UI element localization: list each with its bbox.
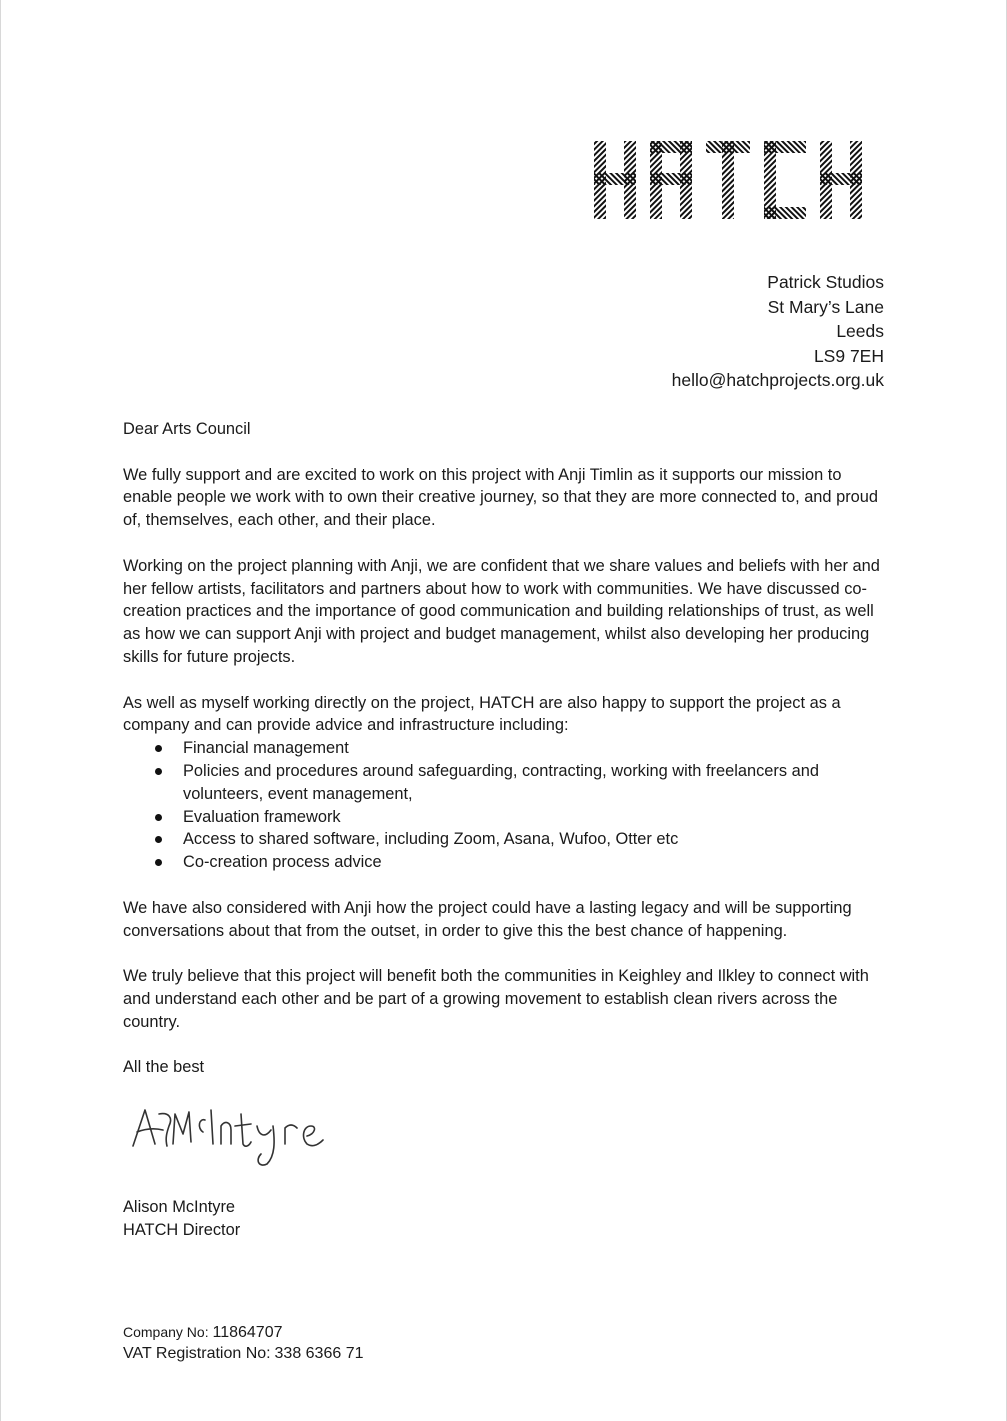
letter-body: [123, 418, 891, 1102]
signatory-block: [123, 1196, 240, 1242]
signature-graphic: [129, 1098, 339, 1170]
logo-letter-t: [706, 141, 750, 219]
address-line-street: St Mary’s Lane: [767, 296, 884, 317]
hatch-logo-graphic: [592, 139, 866, 221]
list-item: Access to shared software, including Zoom, Asana, Wufoo, Otter etc: [123, 828, 891, 851]
paragraph-planning: Working on the project planning with Anji, we are confident that we share values and beliefs with her and her fellow artists, facilitators and partners about how to work with communities. We have discussed co-creation practices and the importance of good communication and building relationships of trust, as well as how we can support Anji with project and budget management, whilst also developing her producing skills for future projects.: [123, 556, 880, 666]
signatory-title: HATCH Director: [123, 1220, 241, 1239]
signatory-name: Alison McIntyre: [123, 1198, 236, 1216]
list-item: Co-creation process advice: [123, 851, 891, 874]
paragraph-support: We fully support and are excited to work on this project with Anji Timlin as it supports our mission to enable people we work with to own their creative journey, so that they are more connected to, and proud of, themselves, each other, and their place.: [123, 465, 879, 530]
logo-letter-a: [650, 141, 692, 219]
vat-number-label: VAT Registration No:: [123, 1345, 271, 1362]
list-item: Financial management: [123, 737, 891, 760]
support-list: [123, 737, 891, 874]
logo-letter-h1: [594, 141, 636, 219]
vat-number-line: [123, 1343, 364, 1364]
paragraph-infrastructure: As well as myself working directly on the project, HATCH are also happy to support the project as a company and can provide advice and infrastructure including:: [123, 693, 841, 735]
company-footer: [123, 1322, 364, 1364]
signoff: All the best: [123, 1058, 205, 1077]
paragraph-belief: We truly believe that this project will benefit both the communities in Keighley and Ilkley to connect with and understand each other and be part of a growing movement to establish clean rivers across the country.: [123, 967, 869, 1031]
company-number-line: [123, 1322, 364, 1343]
hatch-logo: [592, 139, 866, 221]
company-number: 11864707: [212, 1324, 283, 1341]
salutation: Dear Arts Council: [123, 420, 251, 438]
list-item: Policies and procedures around safeguarding, contracting, working with freelancers and volunteers, event management,: [123, 760, 891, 806]
company-number-label: Company No:: [123, 1324, 209, 1340]
vat-number: 338 6366 71: [274, 1345, 364, 1362]
address-line-postcode: LS9 7EH: [813, 345, 884, 366]
sender-address: [672, 270, 884, 393]
address-email: hello@hatchprojects.org.uk: [671, 370, 884, 390]
logo-letter-c: [764, 141, 806, 219]
address-line-studio: Patrick Studios: [767, 272, 884, 292]
address-line-city: Leeds: [836, 321, 884, 341]
paragraph-legacy: We have also considered with Anji how the project could have a lasting legacy and will be supporting conversations about that from the outset, in order to give this the best chance of happening.: [123, 898, 852, 940]
list-item: Evaluation framework: [123, 806, 891, 829]
logo-letter-h2: [820, 141, 862, 219]
signature: [129, 1098, 339, 1170]
